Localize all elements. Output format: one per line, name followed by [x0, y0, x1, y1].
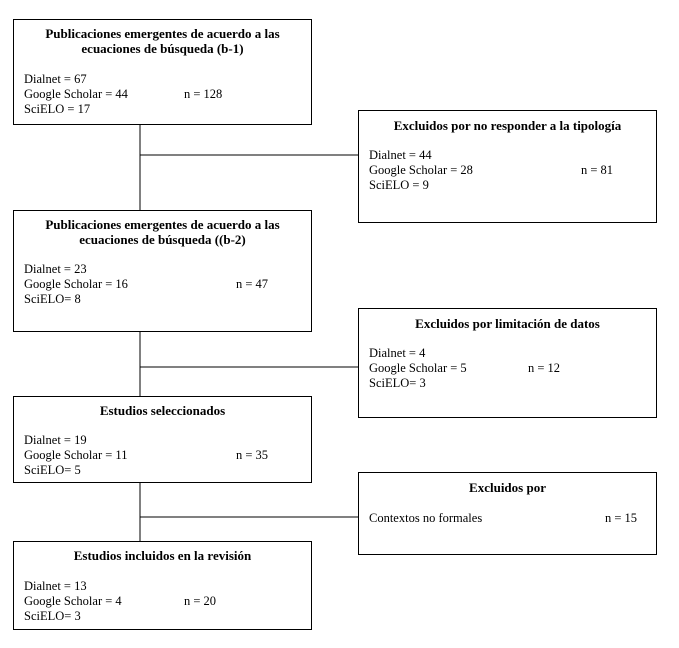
- count-dialnet: Dialnet = 13: [24, 579, 87, 593]
- box-excluded-typology: [358, 110, 657, 223]
- box-excluded-data-limitation: [358, 308, 657, 418]
- box-title: Estudios seleccionados: [99, 403, 226, 418]
- box-search-b1: [13, 19, 312, 125]
- total-n: n = 128: [184, 87, 223, 101]
- count-scielo: SciELO= 5: [24, 463, 81, 477]
- count-dialnet: Dialnet = 44: [369, 148, 432, 162]
- box-title: Estudios incluidos en la revisión: [73, 548, 252, 563]
- total-n: n = 20: [184, 594, 217, 608]
- count-scielo: SciELO= 3: [24, 609, 81, 623]
- exclusion-reason: Contextos no formales: [369, 511, 483, 525]
- box-title: Excluidos por: [469, 480, 546, 495]
- count-google-scholar: Google Scholar = 28: [369, 163, 473, 177]
- count-scielo: SciELO = 9: [369, 178, 429, 192]
- box-selected-studies: [13, 396, 312, 483]
- total-n: n = 81: [581, 163, 614, 177]
- box-included-studies: [13, 541, 312, 630]
- count-google-scholar: Google Scholar = 44: [24, 87, 128, 101]
- count-scielo: SciELO= 3: [369, 376, 426, 390]
- count-google-scholar: Google Scholar = 11: [24, 448, 128, 462]
- count-dialnet: Dialnet = 4: [369, 346, 426, 360]
- count-scielo: SciELO = 17: [24, 102, 91, 116]
- count-google-scholar: Google Scholar = 5: [369, 361, 467, 375]
- count-dialnet: Dialnet = 67: [24, 72, 87, 86]
- count-google-scholar: Google Scholar = 16: [24, 277, 128, 291]
- box-title: Excluidos por limitación de datos: [415, 316, 600, 331]
- total-n: n = 12: [528, 361, 561, 375]
- count-google-scholar: Google Scholar = 4: [24, 594, 122, 608]
- box-title: Publicaciones emergentes de acuerdo a las ecuaciones de búsqueda (b-1): [45, 26, 280, 56]
- count-dialnet: Dialnet = 19: [24, 433, 87, 447]
- total-n: n = 35: [236, 448, 269, 462]
- total-n: n = 15: [605, 511, 638, 525]
- box-title: Publicaciones emergentes de acuerdo a las ecuaciones de búsqueda ((b-2): [45, 217, 280, 247]
- count-dialnet: Dialnet = 23: [24, 262, 87, 276]
- box-title: Excluidos por no responder a la tipología: [393, 118, 622, 133]
- count-scielo: SciELO= 8: [24, 292, 81, 306]
- box-search-b2: [13, 210, 312, 332]
- total-n: n = 47: [236, 277, 269, 291]
- box-excluded-other: [358, 472, 657, 555]
